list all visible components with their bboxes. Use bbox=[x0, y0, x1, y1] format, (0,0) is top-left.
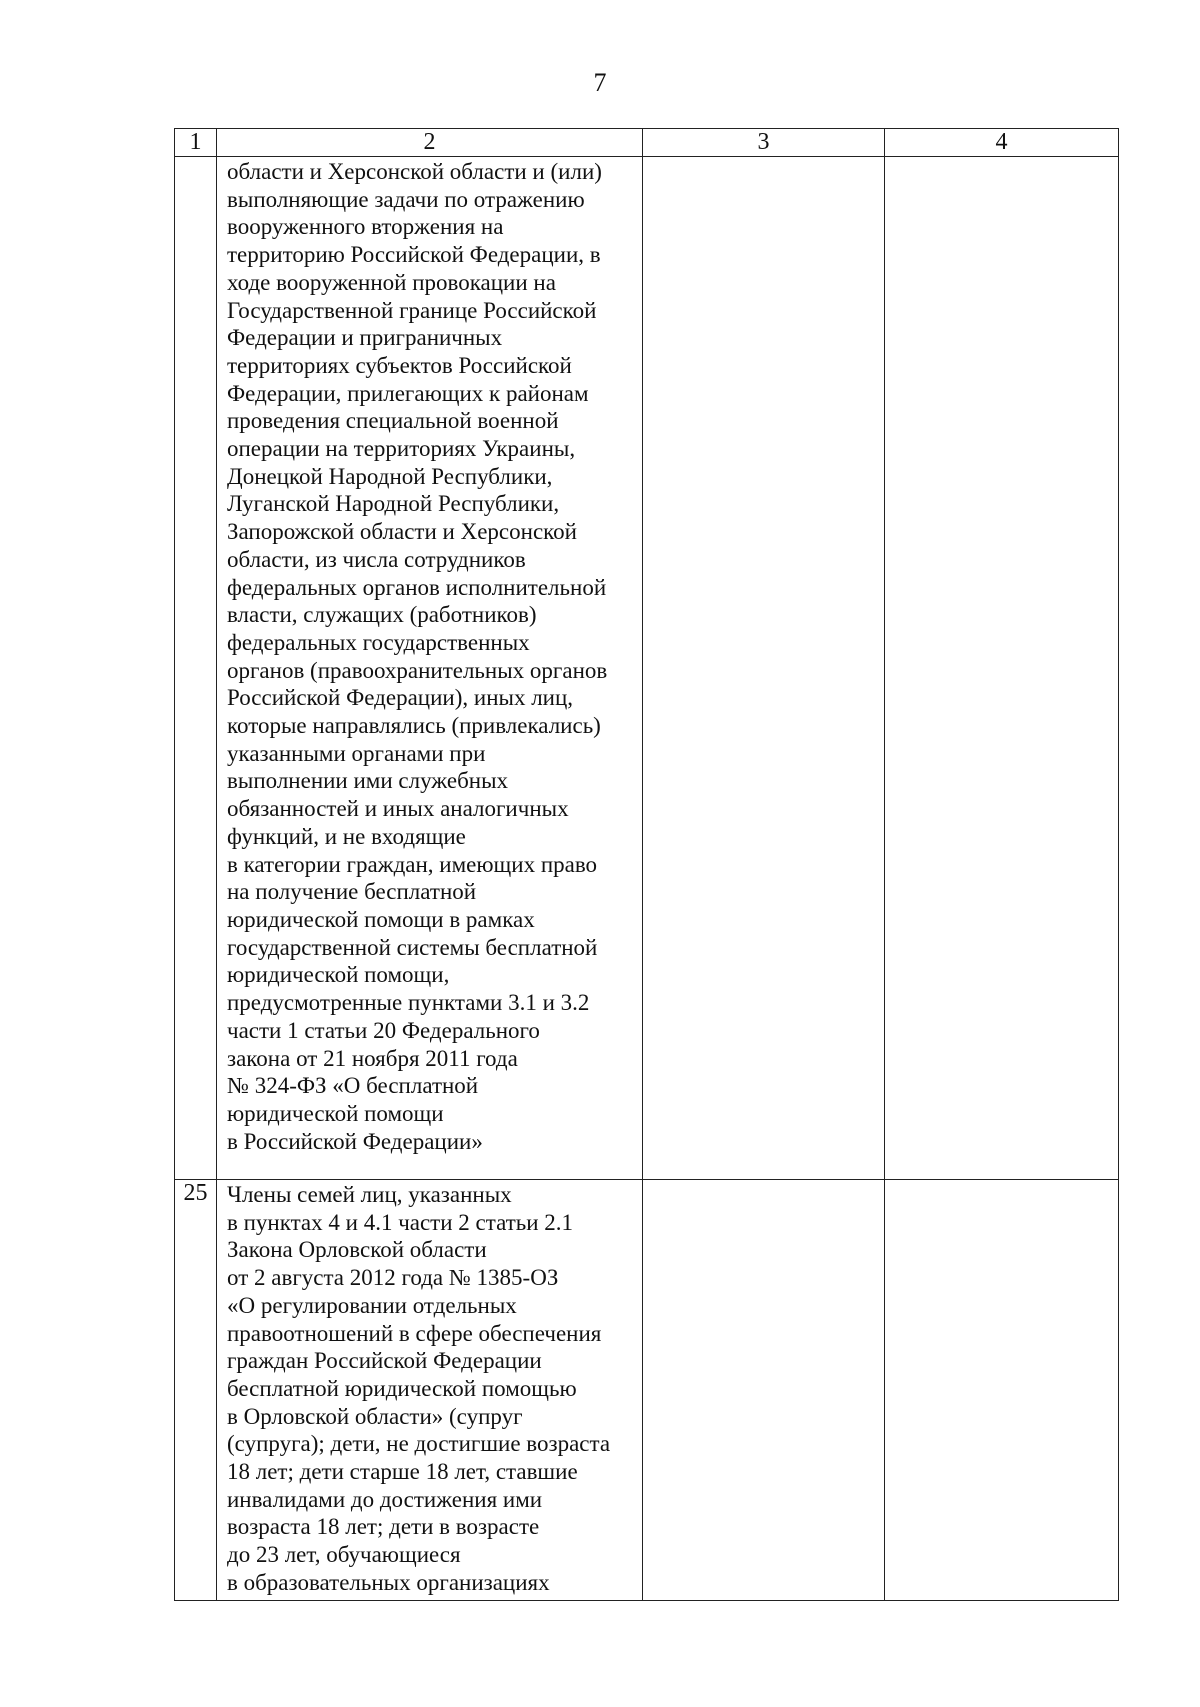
row-description: Члены семей лиц, указанных в пунктах 4 и 4.1 части 2 статьи 2.1 Закона Орловской области от 2 августа 2012 года № 1385-ОЗ «О регулировании отдельных правоотношений в сфере обеспечения граждан Российской Федерации бесплатной юридической помощью в Орловской области» (супруг (супруга); дети, не достигшие возраста 18 лет; дети старше 18 лет, ставшие инвалидами до достижения ими возраста 18 лет; дети в возрасте до 23 лет, обучающиеся в образовательных организациях bbox=[227, 1182, 611, 1595]
header-col-1: 1 bbox=[175, 129, 217, 157]
page-number: 7 bbox=[593, 68, 607, 97]
table-header-row bbox=[175, 129, 1119, 157]
row-number bbox=[175, 157, 217, 1180]
row-description-cell bbox=[217, 157, 643, 1180]
row-col3-cell bbox=[643, 1180, 885, 1601]
header-col-2: 2 bbox=[217, 129, 643, 157]
row-number: 25 bbox=[175, 1180, 217, 1601]
header-col-4: 4 bbox=[885, 129, 1119, 157]
table-row bbox=[175, 157, 1119, 1180]
document-table bbox=[174, 128, 1119, 1601]
row-col3-cell bbox=[643, 157, 885, 1180]
row-description-cell bbox=[217, 1180, 643, 1601]
header-col-3: 3 bbox=[643, 129, 885, 157]
row-col4-cell bbox=[885, 1180, 1119, 1601]
row-col4-cell bbox=[885, 157, 1119, 1180]
row-description: области и Херсонской области и (или) выполняющие задачи по отражению вооруженного вторжения на территорию Российской Федерации, в ходе вооруженной провокации на Государственной границе Российской Федерации и приграничных территориях субъектов Российской Федерации, прилегающих к районам проведения специальной военной операции на территориях Украины, Донецкой Народной Республики, Луганской Народной Республики, Запорожской области и Херсонской области, из числа сотрудников федеральных органов исполнительной власти, служащих (работников) федеральных государственных органов (правоохранительных органов Российской Федерации), иных лиц, которые направлялись (привлекались) указанными органами при выполнении ими служебных обязанностей и иных аналогичных функций, и не входящие в категории граждан, имеющих право на получение бесплатной юридической помощи в рамках государственной системы бесплатной юридической помощи, предусмотренные пунктами 3.1 и 3.2 части 1 статьи 20 Федерального закона от 21 ноября 2011 года № 324-ФЗ «О бесплатной юридической помощи в Российской Федерации» bbox=[227, 159, 608, 1154]
table-row bbox=[175, 1180, 1119, 1601]
